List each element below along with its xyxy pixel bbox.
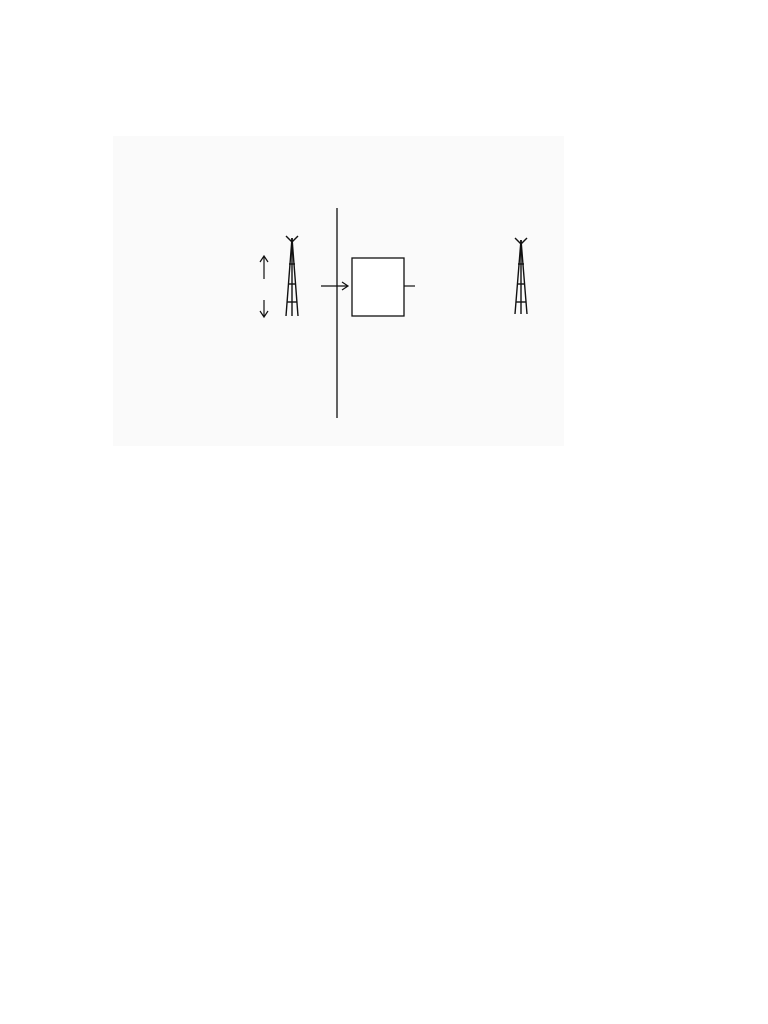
figure-background xyxy=(113,136,564,446)
figure-canvas xyxy=(113,136,564,446)
document-page xyxy=(113,124,653,458)
modulation-figure xyxy=(113,136,564,446)
modulator-box xyxy=(352,258,404,316)
